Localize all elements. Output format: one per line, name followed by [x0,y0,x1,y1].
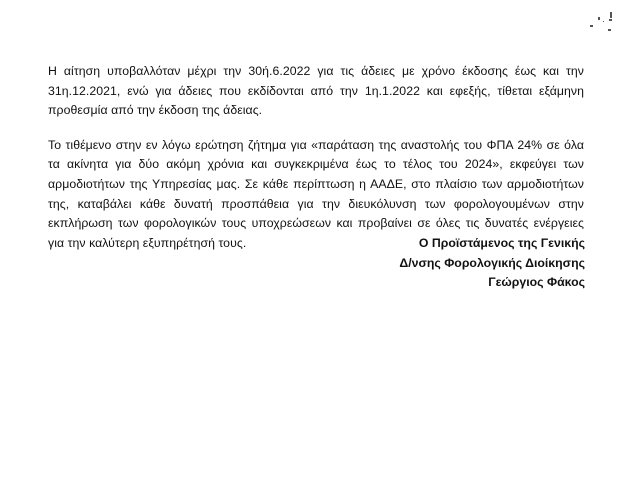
text-line: εκπλήρωση των φορολογικών τους υποχρεώσεων και προβαίνει σε όλες τις δυνατές ενέργειες [48,216,584,231]
paragraph-permit-deadline [48,62,584,121]
text-line: τα ακίνητα για δύο ακόμη χρόνια και συγκεκριμένα έως το τέλος του 2024», εκφεύγει των [48,157,584,172]
text-line: 31η.12.2021, ενώ για άδειες που εκδίδονται από την 1η.1.2022 και εφεξής, τίθεται εξάμηνη [48,83,584,98]
scan-artifact-marks [590,12,620,42]
signature-title-line1: Ο Προϊστάμενος της Γενικής [418,236,585,250]
text-line: Το τιθέμενο στην εν λόγω ερώτηση ζήτημα για «παράταση της αναστολής του ΦΠΑ 24% σε όλα [48,137,584,152]
text-line: προθεσμία από την έκδοση της άδειας. [48,103,263,118]
signatory-name: Γεώργιος Φάκος [488,275,585,290]
text-line: για την καλύτερη εξυπηρέτησή τους. [48,235,247,250]
text-line: Η αίτηση υποβαλλόταν μέχρι την 30ή.6.2022 για τις άδειες με χρόνο έκδοσης έως και την [48,64,584,78]
text-line: της, καταβάλει κάθε δυνατή προσπάθεια για την διευκόλυνση των φορολογουμένων στην [48,196,584,211]
text-line: αρμοδιοτήτων της Υπηρεσίας μας. Σε κάθε περίπτωση η ΑΑΔΕ, στο πλαίσιο των αρμοδιοτήτων [48,176,584,191]
letter-body [48,62,584,253]
signature-block [399,234,585,293]
signature-title-line2: Δ/νσης Φορολογικής Διοίκησης [399,255,585,270]
